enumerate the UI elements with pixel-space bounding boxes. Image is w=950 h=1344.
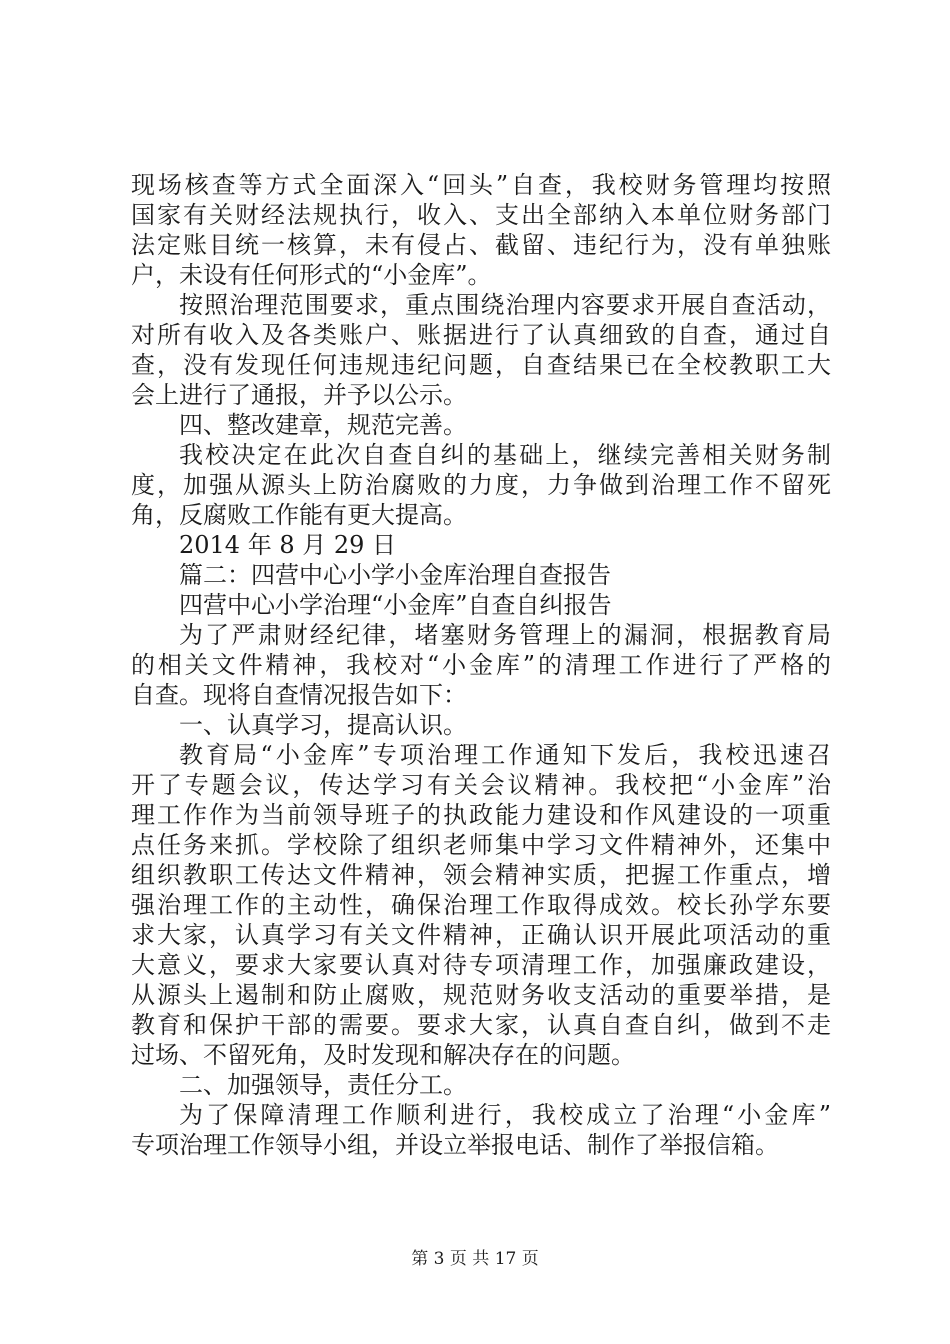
text-line: 2014 年 8 月 29 日 xyxy=(179,531,397,559)
text-line: 度，加强从源头上防治腐败的力度，力争做到治理工作不留死 xyxy=(131,471,831,499)
text-line: 开了专题会议，传达学习有关会议精神。我校把“小金库”治 xyxy=(131,771,831,799)
text-line: 角，反腐败工作能有更大提高。 xyxy=(131,501,467,529)
text-line: 会上进行了通报，并予以公示。 xyxy=(131,381,467,409)
text-line: 过场、不留死角，及时发现和解决存在的问题。 xyxy=(131,1041,635,1069)
text-line: 户，未设有任何形式的“小金库”。 xyxy=(131,261,492,289)
text-line: 组织教职工传达文件精神，领会精神实质，把握工作重点，增 xyxy=(131,861,831,889)
text-line: 四、整改建章，规范完善。 xyxy=(179,411,467,439)
text-line: 一、认真学习，提高认识。 xyxy=(179,711,467,739)
text-line: 专项治理工作领导小组，并设立举报电话、制作了举报信箱。 xyxy=(131,1131,779,1159)
text-line: 国家有关财经法规执行，收入、支出全部纳入本单位财务部门 xyxy=(131,201,831,229)
text-line: 自查。现将自查情况报告如下： xyxy=(131,681,467,709)
text-line: 二、加强领导，责任分工。 xyxy=(179,1071,467,1099)
text-line: 大意义，要求大家要认真对待专项清理工作，加强廉政建设， xyxy=(131,951,831,979)
text-line: 现场核查等方式全面深入“回头”自查，我校财务管理均按照 xyxy=(131,171,831,199)
text-line: 点任务来抓。学校除了组织老师集中学习文件精神外，还集中 xyxy=(131,831,831,859)
text-line: 法定账目统一核算，未有侵占、截留、违纪行为，没有单独账 xyxy=(131,231,831,259)
text-line: 对所有收入及各类账户、账据进行了认真细致的自查，通过自 xyxy=(131,321,831,349)
text-line: 强治理工作的主动性，确保治理工作取得成效。校长孙学东要 xyxy=(131,891,831,919)
text-line: 查，没有发现任何违规违纪问题，自查结果已在全校教职工大 xyxy=(131,351,831,379)
text-line: 为了严肃财经纪律，堵塞财务管理上的漏洞，根据教育局 xyxy=(179,621,831,649)
text-line: 的相关文件精神，我校对“小金库”的清理工作进行了严格的 xyxy=(131,651,831,679)
text-line: 篇二：四营中心小学小金库治理自查报告 xyxy=(179,561,611,589)
text-line: 教育局“小金库”专项治理工作通知下发后，我校迅速召 xyxy=(179,741,831,769)
text-line: 求大家，认真学习有关文件精神，正确认识开展此项活动的重 xyxy=(131,921,831,949)
text-line: 从源头上遏制和防止腐败，规范财务收支活动的重要举措，是 xyxy=(131,981,831,1009)
text-line: 我校决定在此次自查自纠的基础上，继续完善相关财务制 xyxy=(179,441,831,469)
text-line: 为了保障清理工作顺利进行，我校成立了治理“小金库” xyxy=(179,1101,831,1129)
text-line: 按照治理范围要求，重点围绕治理内容要求开展自查活动， xyxy=(179,291,831,319)
page-footer: 第 3 页 共 17 页 xyxy=(411,1249,539,1269)
document-body xyxy=(131,170,831,1160)
text-line: 理工作作为当前领导班子的执政能力建设和作风建设的一项重 xyxy=(131,801,831,829)
text-line: 四营中心小学治理“小金库”自查自纠报告 xyxy=(179,591,612,619)
text-line: 教育和保护干部的需要。要求大家，认真自查自纠，做到不走 xyxy=(131,1011,831,1039)
